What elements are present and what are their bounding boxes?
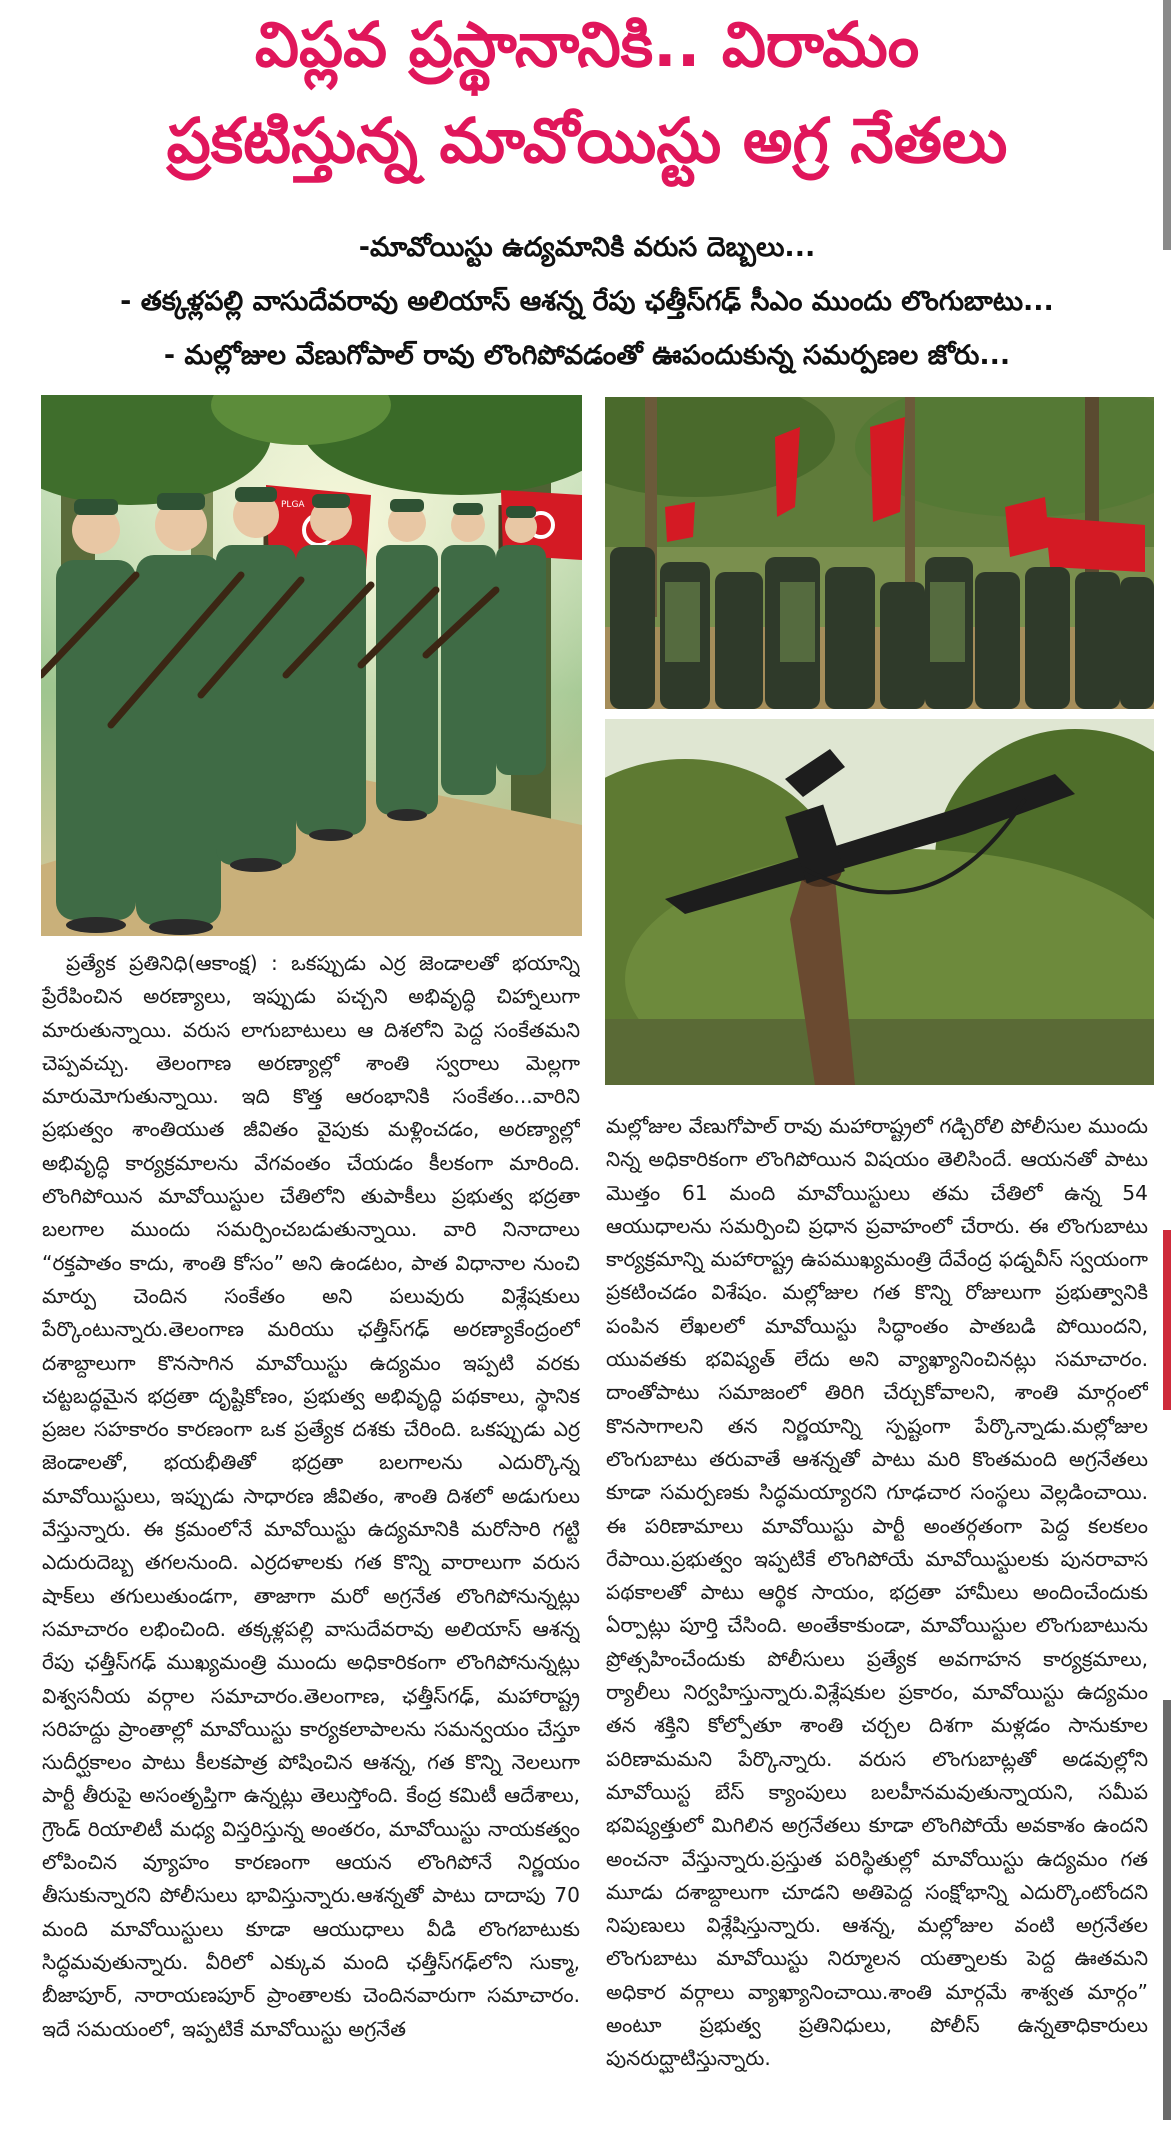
illustration-maoist-cadres <box>41 395 582 936</box>
headline-line-1: విప్లవ ప్రస్థానానికి.. విరామం <box>254 8 920 81</box>
headline-line-2: ప్రకటిస్తున్న మావోయిస్టు అగ్ర నేతలు <box>166 104 1008 177</box>
photo-raised-rifle <box>605 719 1154 1085</box>
article-column-left <box>42 947 580 2131</box>
subhead-1: -మావోయిస్టు ఉద్యమానికి వరుస దెబ్బలు... <box>358 232 816 263</box>
subhead-3: - మల్లోజుల వేణుగోపాల్ రావు లొంగిపోవడంతో ఊపందుకున్న సమర్పణల జోరు... <box>163 340 1011 371</box>
article-text-left: ప్రత్యేక ప్రతినిధి(ఆకాంక్ష) : ఒకప్పుడు ఎర్ర జెండాలతో భయాన్ని ప్రేరేపించిన అరణ్యాలు, ఇప్పుడు పచ్చని అభివృద్ధి చిహ్నాలుగా మారుతున్నాయి. వరుస లాగుబాటులు ఆ దిశలోని పెద్ద సంకేతమని చెప్పవచ్చు. తెలంగాణ అరణ్యాల్లో శాంతి స్వరాలు మెల్లగా మారుమోగుతున్నాయి. ఇది కొత్త ఆరంభానికి సంకేతం...వారిని ప్రభుత్వం శాంతియుత జీవితం వైపుకు మళ్లించడం, అరణ్యాల్లో అభివృద్ధి కార్యక్రమాలను వేగవంతం చేయడం కీలకంగా మారింది. లొంగిపోయిన మావోయిస్టుల చేతిలోని తుపాకీలు ప్రభుత్వ భద్రతా బలగాల ముందు సమర్పించబడుతున్నాయి. వారి నినాదాలు “రక్తపాతం కాదు, శాంతి కోసం” అని ఉండటం, పాత విధానాల నుంచి మార్పు చెందిన సంకేతం అని పలువురు విశ్లేషకులు పేర్కొంటున్నారు.తెలంగాణ మరియు ఛత్తీస్‌గఢ్ అరణ్యాకేంద్రంలో దశాబ్దాలుగా కొనసాగిన మావోయిస్టు ఉద్యమం ఇప్పటి వరకు చట్టబద్ధమైన భద్రతా దృష్టికోణం, ప్రభుత్వ అభివృద్ధి పథకాలు, స్థానిక ప్రజల సహకారం కారణంగా ఒక ప్రత్యేక దశకు చేరింది. ఒకప్పుడు ఎర్ర జెండాలతో, భయభీతితో భద్రతా బలగాలను ఎదుర్కొన్న మావోయిస్టులు, ఇప్పుడు సాధారణ జీవితం, శాంతి దిశలో అడుగులు వేస్తున్నారు. ఈ క్రమంలోనే మావోయిస్టు ఉద్యమానికి మరోసారి గట్టి ఎదురుదెబ్బ తగలనుంది. ఎర్రదళాలకు గత కొన్ని వారాలుగా వరుస షాక్‌లు తగులుతుండగా, తాజాగా మరో అగ్రనేత లొంగిపోనున్నట్లు సమాచారం లభించింది. తక్కళ్లపల్లి వాసుదేవరావు అలియాస్ ఆశన్న రేపు ఛత్తీస్‌గఢ్ ముఖ్యమంత్రి ముందు అధికారికంగా లొంగిపోనున్నట్లు విశ్వసనీయ వర్గాల సమాచారం.తెలంగాణ, ఛత్తీస్‌గఢ్, మహారాష్ట్ర సరిహద్దు ప్రాంతాల్లో మావోయిస్టు కార్యకలాపాలను సమన్వయం చేస్తూ సుదీర్ఘకాలం పాటు కీలకపాత్ర పోషించిన ఆశన్న, గత కొన్ని నెలలుగా పార్టీ తీరుపై అసంతృప్తిగా ఉన్నట్లు తెలుస్తోంది. కేంద్ర కమిటీ ఆదేశాలు, గ్రౌండ్ రియాలిటీ మధ్య విస్తరిస్తున్న అంతరం, మావోయిస్టు నాయకత్వం లోపించిన వ్యూహం కారణంగా ఆయన లొంగిపోనే నిర్ణయం తీసుకున్నారని పోలీసులు భావిస్తున్నారు.ఆశన్నతో పాటు దాదాపు 70 మంది మావోయిస్టులు కూడా ఆయుధాలు వీడి లొంగబాటుకు సిద్ధమవుతున్నారు. వీరిలో ఎక్కువ మంది ఛత్తీస్‌గఢ్‌లోని సుక్మా, బీజాపూర్, నారాయణపూర్ ప్రాంతాలకు చెందినవారుగా సమాచారం. ఇదే సమయంలో, ఇప్పటికే మావోయిస్టు అగ్రనేత <box>42 951 580 2041</box>
adjacent-page-strip-red <box>1163 1230 1171 1410</box>
subhead-2: - తక్కళ్లపల్లి వాసుదేవరావు అలియాస్ ఆశన్న రేపు ఛత్తీస్‌గఢ్ సీఎం ముందు లొంగుబాటు... <box>120 286 1054 317</box>
adjacent-page-strip-bottom <box>1163 1700 1171 2120</box>
article-text-right: మల్లోజుల వేణుగోపాల్ రావు మహారాష్ట్రలో గడ్చిరోలి పోలీసుల ముందు నిన్న అధికారికంగా లొంగిపోయిన విషయం తెలిసిందే. ఆయనతో పాటు మొత్తం 61 మంది మావోయిస్టులు తమ చేతిలో ఉన్న 54 ఆయుధాలను సమర్పించి ప్రధాన ప్రవాహంలో చేరారు. ఈ లొంగుబాటు కార్యక్రమాన్ని మహారాష్ట్ర ఉపముఖ్యమంత్రి దేవేంద్ర ఫడ్నవీస్ స్వయంగా ప్రకటించడం విశేషం. మల్లోజుల గత కొన్ని రోజులుగా ప్రభుత్వానికి పంపిన లేఖలలో మావోయిస్టు సిద్ధాంతం పాతబడి పోయిందని, యువతకు భవిష్యత్ లేదు అని వ్యాఖ్యానించినట్లు సమాచారం. దాంతోపాటు సమాజంలో తిరిగి చేర్చుకోవాలని, శాంతి మార్గంలో కొనసాగాలని తన నిర్ణయాన్ని స్పష్టంగా పేర్కొన్నాడు.మల్లోజుల లొంగుబాటు తరువాతే ఆశన్నతో పాటు మరి కొంతమంది అగ్రనేతలు కూడా సమర్పణకు సిద్ధమయ్యారని గూఢచార సంస్థలు వెల్లడించాయి. ఈ పరిణామాలు మావోయిస్టు పార్టీ అంతర్గతంగా పెద్ద కలకలం రేపాయి.ప్రభుత్వం ఇప్పటికే లొంగిపోయే మావోయిస్టులకు పునరావాస పథకాలతో పాటు ఆర్థిక సాయం, భద్రతా హామీలు అందించేందుకు ఏర్పాట్లు పూర్తి చేసింది. అంతేకాకుండా, మావోయిస్టుల లొంగుబాటును ప్రోత్సహించేందుకు పోలీసులు ప్రత్యేక అవగాహన కార్యక్రమాలు, ర్యాలీలు నిర్వహిస్తున్నారు.విశ్లేషకుల ప్రకారం, మావోయిస్టు ఉద్యమం తన శక్తిని కోల్పోతూ శాంతి చర్చల దిశగా మళ్లడం సానుకూల పరిణామమని పేర్కొన్నారు. వరుస లొంగుబాట్లతో అడవుల్లోని మావోయిస్ట బేస్ క్యాంపులు బలహీనమవుతున్నాయని, సమీప భవిష్యత్తులో మిగిలిన అగ్రనేతలు కూడా లొంగిపోయే అవకాశం ఉందని అంచనా వేస్తున్నారు.ప్రస్తుత పరిస్థితుల్లో మావోయిస్టు ఉద్యమం గత మూడు దశాబ్దాలుగా చూడని అతిపెద్ద సంక్షోభాన్ని ఎదుర్కొంటోందని నిపుణులు విశ్లేషిస్తున్నారు. ఆశన్న, మల్లోజుల వంటి అగ్రనేతల లొంగుబాటు మావోయిస్టు నిర్మూలన యత్నాలకు పెద్ద ఊతమని అధికార వర్గాలు వ్యాఖ్యానించాయి.శాంతి మార్గమే శాశ్వత మార్గం” అంటూ ప్రభుత్వ ప్రతినిధులు, పోలీస్ ఉన్నతాధికారులు పునరుద్ఘాటిస్తున్నారు. <box>606 1114 1148 2071</box>
article-column-right <box>606 1110 1148 2131</box>
adjacent-page-strip-top <box>1163 0 1171 250</box>
svg-text:PLGA: PLGA <box>281 500 305 510</box>
photo-maoist-gathering <box>605 397 1154 709</box>
